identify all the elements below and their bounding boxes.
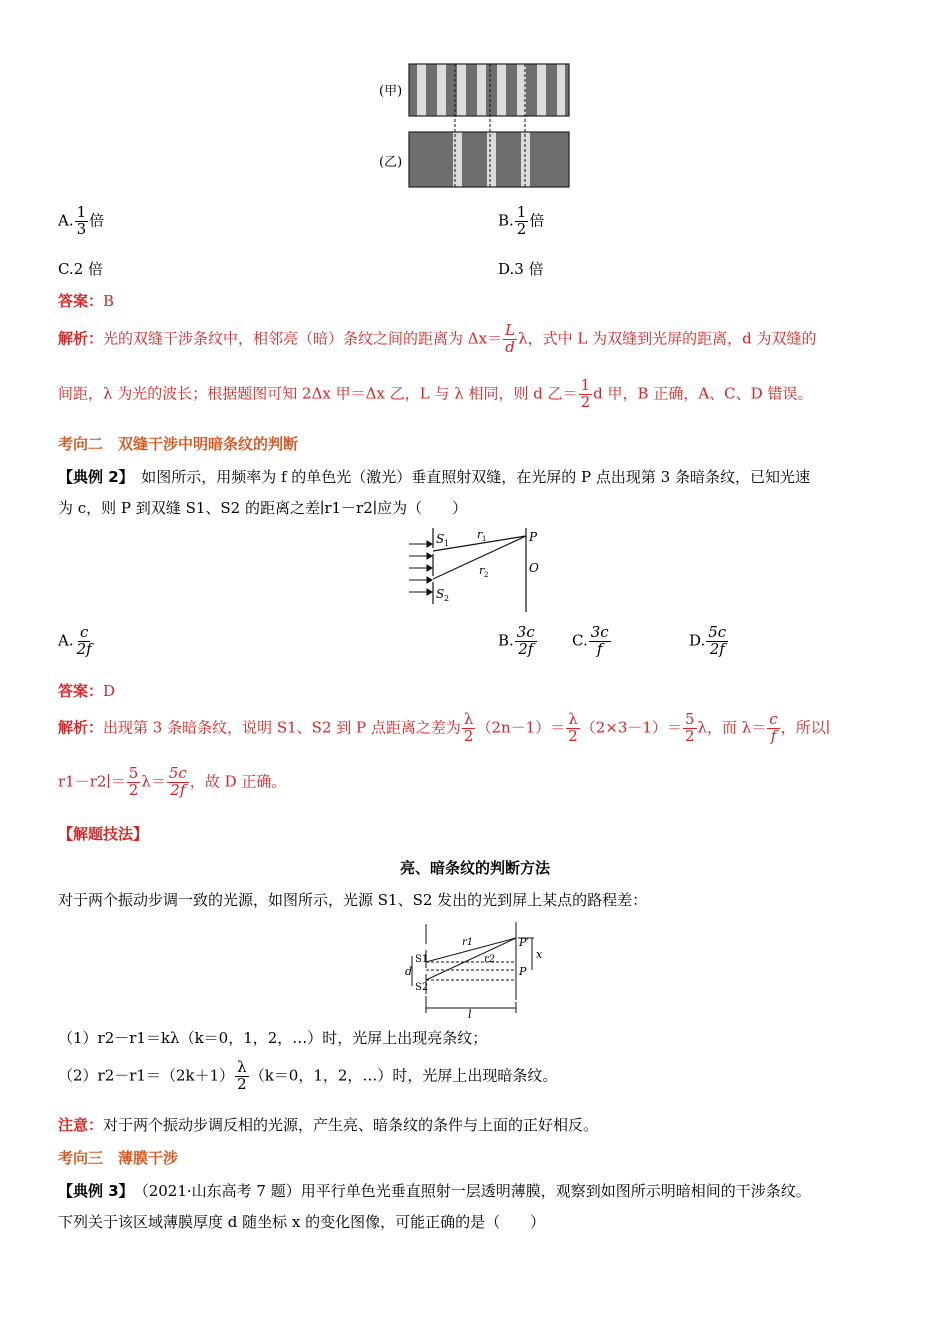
analysis-fraction-l-over-d: $\frac{L}{d}$ xyxy=(505,321,516,356)
label-r1: r xyxy=(477,528,483,541)
fringe-label-jia: (甲) xyxy=(379,84,403,99)
fringe-patterns xyxy=(375,60,575,192)
q1-option-a-fraction: $\frac{1}{3}$ xyxy=(76,203,87,238)
label-d: d xyxy=(405,965,413,978)
example2-line1: 【典例 2】 如图所示，用频率为 f 的单色光（激光）垂直照射双缝，在光屏的 P 点出现第 3 条暗条纹，已知光速 xyxy=(58,468,810,486)
technique-label: 【解题技法】 xyxy=(58,825,149,843)
q1-option-c[interactable]: C.2 倍 xyxy=(58,260,104,278)
label-r1: r1 xyxy=(462,937,474,948)
example2-option-b[interactable]: B. $\frac{3c}{2f}$ xyxy=(498,623,535,658)
label-r2: r2 xyxy=(484,954,496,965)
technique-intro: 对于两个振动步调一致的光源，如图所示，光源 S1、S2 发出的光到屏上某点的路程差： xyxy=(58,891,648,909)
fringe-pattern-jia xyxy=(409,64,569,116)
label-p: P xyxy=(519,965,527,978)
technique-title: 亮、暗条纹的判断方法 xyxy=(399,859,550,877)
label-s2: S2 xyxy=(415,982,429,993)
double-slit-figure xyxy=(405,524,565,616)
q1-option-a[interactable]: A. $\frac{1}{3}$ 倍 xyxy=(58,203,105,238)
section-title-2: 考向二 双缝干涉中明暗条纹的判断 xyxy=(58,435,299,453)
label-p: P xyxy=(529,530,538,544)
section-title-3: 考向三 薄膜干涉 xyxy=(58,1149,179,1167)
label-l: l xyxy=(468,1008,472,1018)
q1-option-d[interactable]: D.3 倍 xyxy=(498,260,544,278)
label-s1: S1 xyxy=(415,954,429,965)
example3-line1: 【典例 3】 （2021·山东高考 7 题）用平行单色光垂直照射一层透明薄膜，观察到如图所示明暗相间的干涉条纹。 xyxy=(58,1182,811,1200)
label-s1: S xyxy=(436,532,445,546)
example3-line2: 下列关于该区域薄膜厚度 d 随坐标 x 的变化图像，可能正确的是（ ） xyxy=(58,1213,546,1231)
fringe-figure xyxy=(375,60,575,192)
example2-analysis-line1: 解析：出现第 3 条暗条纹，说明 S1、S2 到 P 点距离之差为 $\frac{\lambda}{2}$ （2n－1）＝ $\frac{\lambda}{2}$ （2×3－1）＝ $\frac{5}{2}$ λ，而 λ＝ $\frac{c}{f}$ ，所以∣ xyxy=(58,710,831,745)
q1-option-b[interactable]: B. $\frac{1}{2}$ 倍 xyxy=(498,203,545,238)
example2-answer: 答案：D xyxy=(58,682,116,700)
analysis-fraction-one-half: $\frac{1}{2}$ xyxy=(580,376,591,411)
svg-text:1: 1 xyxy=(444,539,450,548)
svg-text:2: 2 xyxy=(484,571,489,579)
example2-line2: 为 c，则 P 到双缝 S1、S2 的距离之差∣r1－r2∣应为（ ） xyxy=(58,499,468,517)
label-x: x xyxy=(536,948,543,961)
example2-option-d[interactable]: D. $\frac{5c}{2f}$ xyxy=(689,623,727,658)
example2-option-a[interactable]: A. $\frac{c}{2f}$ xyxy=(58,623,92,658)
example2-analysis-line2: r1－r2∣＝ $\frac{5}{2}$ λ＝ $\frac{5c}{2f}$ ，故 D 正确。 xyxy=(58,764,287,799)
fringe-label-yi: (乙) xyxy=(379,155,403,170)
q1-answer: 答案：B xyxy=(58,292,115,310)
label-p-prime: P′ xyxy=(519,936,529,949)
technique-note: 注意：对于两个振动步调反相的光源，产生亮、暗条纹的条件与上面的正好相反。 xyxy=(58,1116,599,1134)
label-o: O xyxy=(529,561,539,575)
label-r2: r xyxy=(479,564,485,577)
svg-text:1: 1 xyxy=(482,535,487,543)
example2-option-c[interactable]: C. $\frac{3c}{f}$ xyxy=(572,623,609,658)
path-difference-figure xyxy=(400,918,560,1018)
q1-analysis-line1: 解析：光的双缝干涉条纹中，相邻亮（暗）条纹之间的距离为 Δx＝ $\frac{L}{d}$ λ，式中 L 为双缝到光屏的距离，d 为双缝的 xyxy=(58,321,817,356)
label-s2: S xyxy=(436,587,445,601)
technique-rule-1: （1）r2－r1＝kλ（k＝0，1，2，…）时，光屏上出现亮条纹； xyxy=(58,1029,488,1047)
q1-analysis-line2: 间距，λ 为光的波长；根据题图可知 2Δx 甲＝Δx 乙，L 与 λ 相同，则 d 乙＝ $\frac{1}{2}$ d 甲，B 正确，A、C、D 错误。 xyxy=(58,376,813,411)
fringe-pattern-yi xyxy=(409,132,569,187)
technique-rule-2: （2）r2－r1＝（2k＋1） $\frac{\lambda}{2}$ （k＝0，1，2，…）时，光屏上出现暗条纹。 xyxy=(58,1058,558,1093)
q1-option-b-fraction: $\frac{1}{2}$ xyxy=(516,203,527,238)
svg-text:2: 2 xyxy=(444,594,450,603)
